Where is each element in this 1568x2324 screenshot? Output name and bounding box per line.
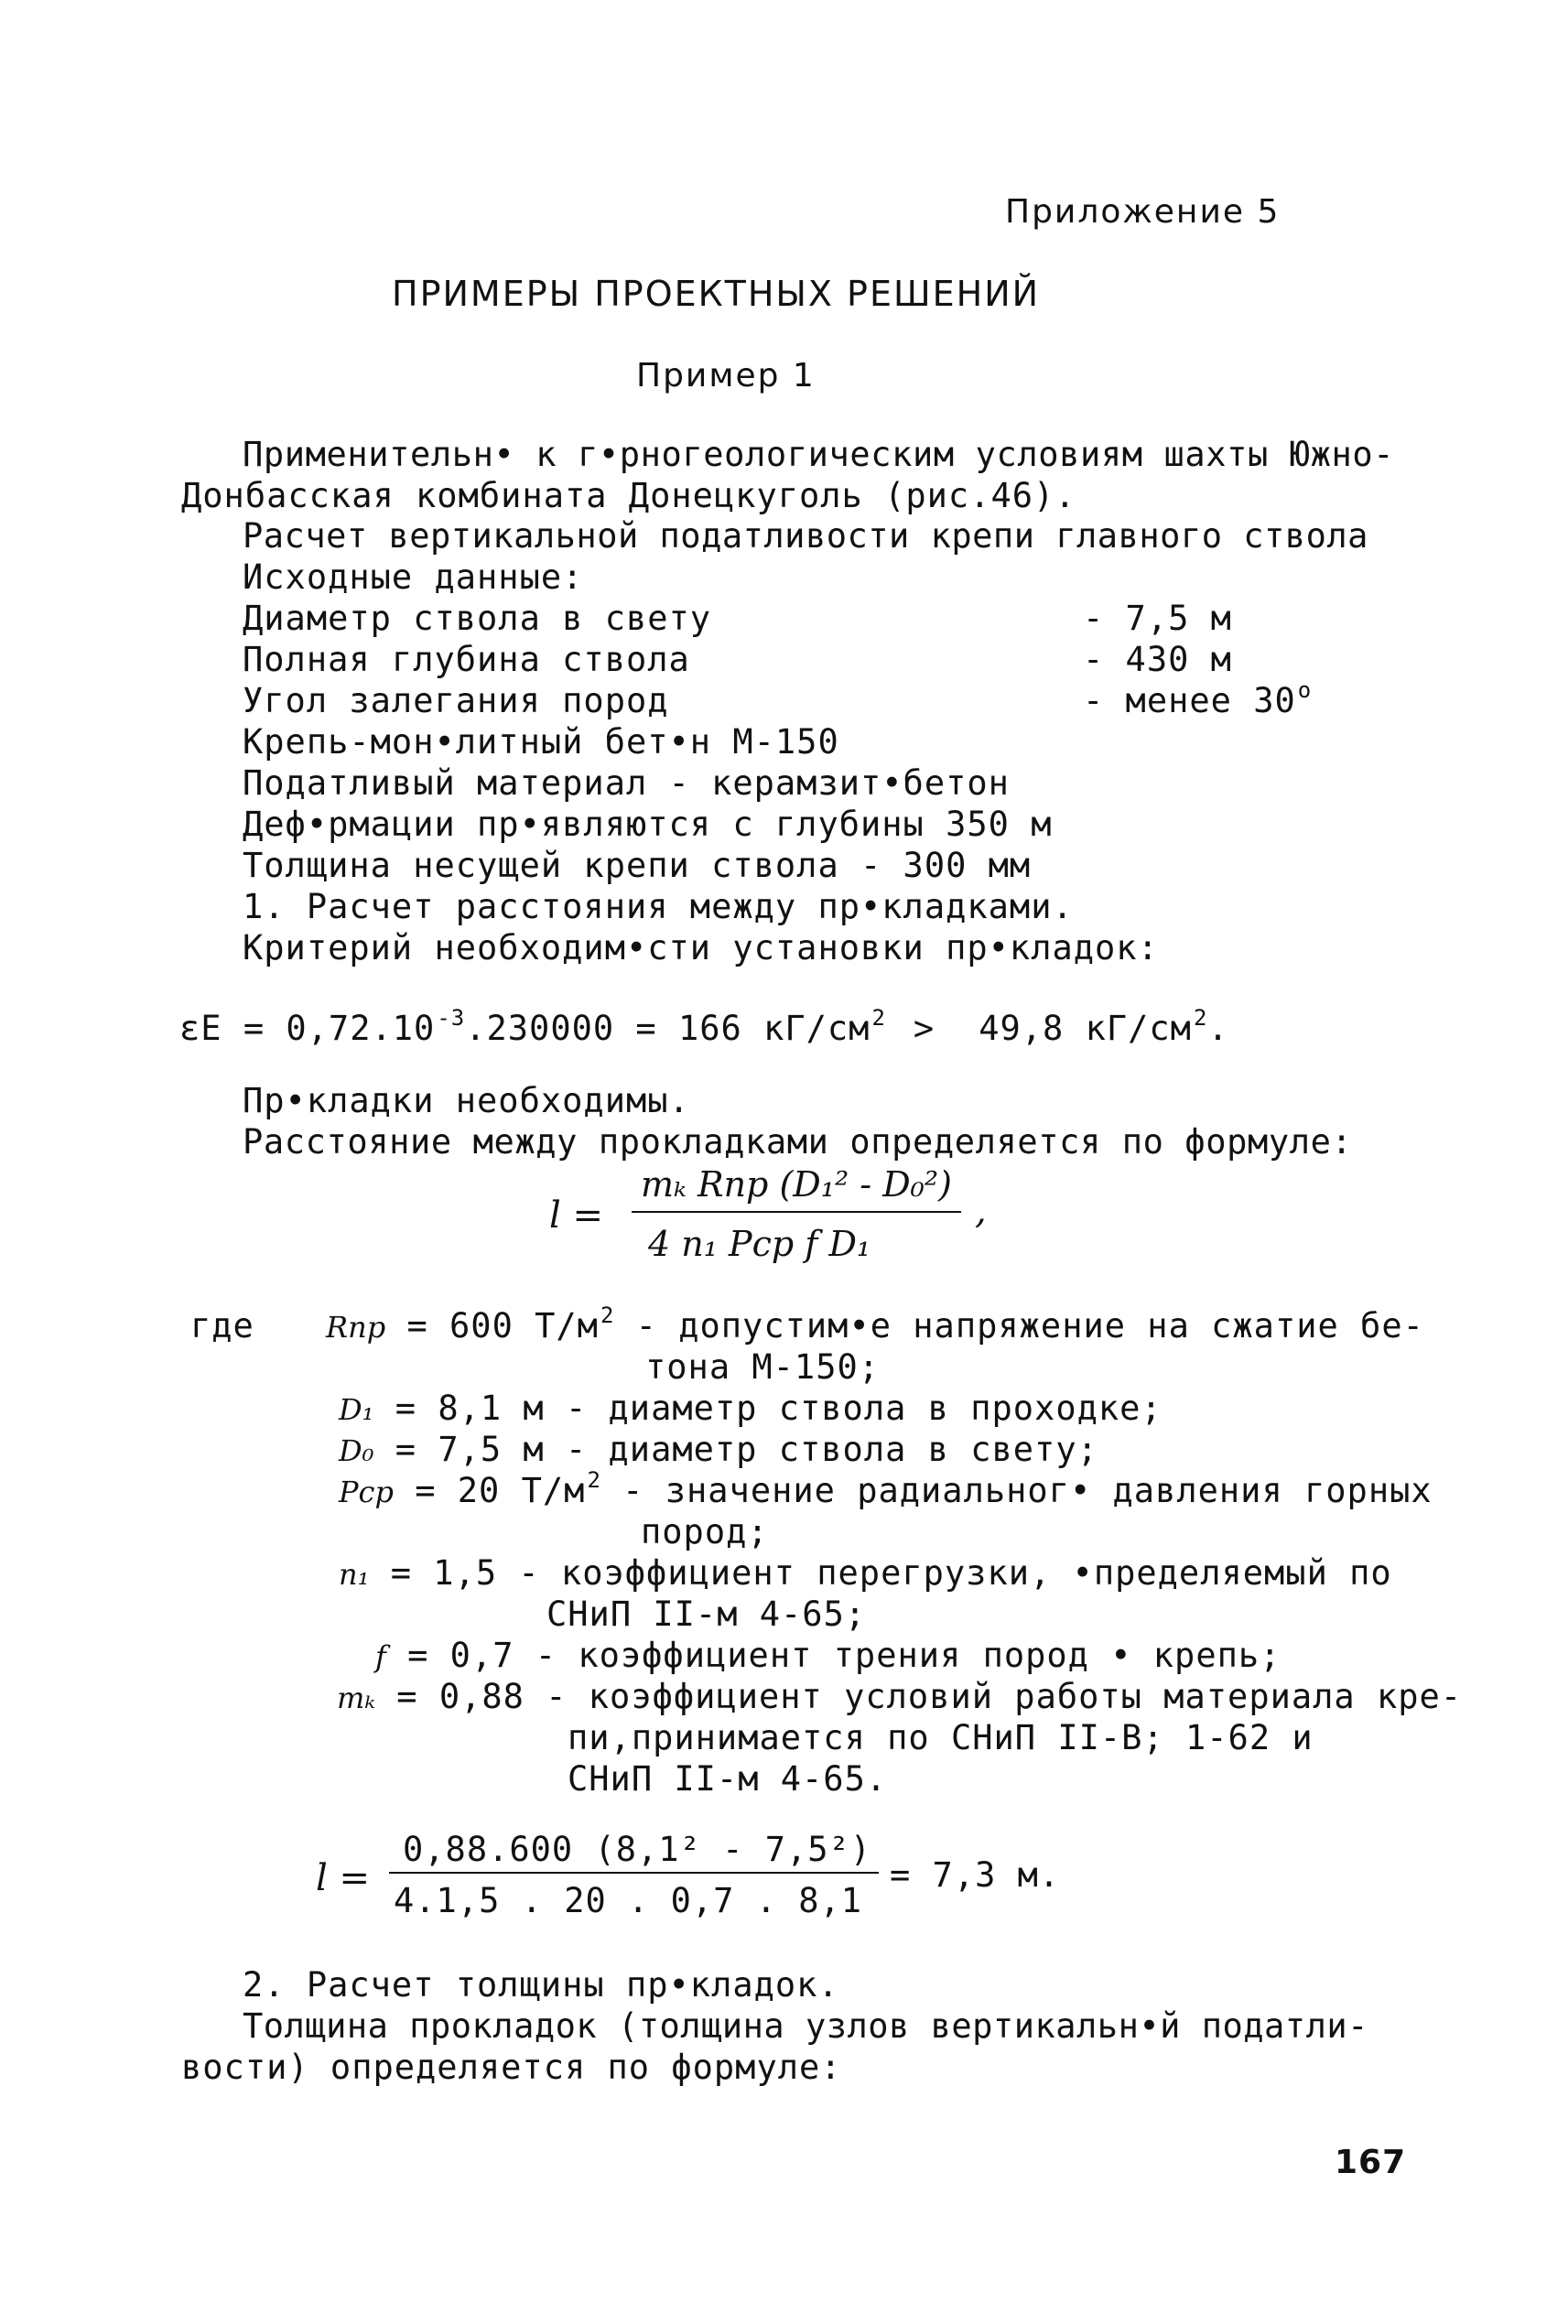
page-number: 167 [1335,2144,1407,2181]
param-value: - 430 м [1083,640,1232,679]
text-line: Толщина прокладок (толщина узлов вертикальн•й податли- [243,2006,1368,2046]
calc-fraction-bar [389,1872,879,1874]
calc-denominator: 4.1,5 . 20 . 0,7 . 8,1 [394,1881,863,1920]
where-item-continuation: пород; [641,1512,769,1551]
param-label: Угол залегания пород [243,681,669,720]
appendix-label: Приложение 5 [1005,193,1281,231]
param-value: - 7,5 м [1083,599,1232,638]
where-item: Rпр = 600 $Т/м^2$ - допустим•е напряжение на сжатие бе- [326,1303,1424,1346]
where-item: mₖ = 0,88 - коэффициент условий работы материала кре- [337,1677,1463,1716]
where-item-continuation: СНиП II-м 4-65. [568,1759,888,1799]
source-data-heading: Исходные данные: [243,557,584,597]
fraction-bar [632,1211,961,1213]
where-label: где [190,1306,254,1346]
calc-lhs: l = [316,1857,371,1899]
formula-numerator: mₖ Rпр (D₁² - D₀²) [641,1164,952,1205]
text-line: Критерий необходим•сти установки пр•кладок: [243,928,1159,967]
param-label: Диаметр ствола в свету [243,599,712,638]
where-item: f = 0,7 - коэффициент трения пород • крепь; [375,1636,1281,1675]
example-label: Пример 1 [636,357,816,395]
text-line: вости) определяется по формуле: [181,2048,842,2087]
where-item-continuation: СНиП II-м 4-65; [546,1594,867,1634]
text-line: Податливый материал - керамзит•бетон [243,763,1010,803]
intro-line-3: Расчет вертикальной податливости крепи главного ствола [243,516,1368,556]
where-item: D₁ = 8,1 м - диаметр ствола в проходке; [339,1389,1162,1428]
formula-comma: , [975,1190,987,1232]
where-item: n₁ = 1,5 - коэффициент перегрузки, •пределяемый по [339,1553,1392,1593]
text-line: Толщина несущей крепи ствола - 300 мм [243,846,1032,885]
criterion-equation: $\varepsilon E = 0,72.10^{-3}.230000 = 166$ $кГ/см^2 > 49,8$ $кГ/см^2$. [179,1005,1229,1048]
where-item-continuation: тона М-150; [645,1347,881,1387]
formula-denominator: 4 n₁ Pср f D₁ [648,1224,871,1264]
param-label: Полная глубина ствола [243,640,690,679]
param-value: - менее $30^о$ [1083,677,1313,720]
text-line: Расстояние между прокладками определяется по формуле: [243,1122,1353,1162]
text-line: Пр•кладки необходимы. [243,1081,690,1120]
step-1-heading: 1. Расчет расстояния между пр•кладками. [243,887,1074,926]
where-item-continuation: пи,принимается по СНиП II-В; 1-62 и [568,1718,1314,1757]
intro-line-1: Применительн• к г•рногеологическим условиям шахты Южно- [243,435,1395,474]
text-line: Деф•рмации пр•являются с глубины 350 м [243,805,1053,844]
page-title: ПРИМЕРЫ ПРОЕКТНЫХ РЕШЕНИЙ [392,274,1041,314]
intro-line-2: Донбасская комбината Донецкуголь (рис.46). [181,476,1076,515]
calc-result: = 7,3 м. [890,1855,1061,1895]
where-item: D₀ = 7,5 м - диаметр ствола в свету; [339,1430,1098,1469]
text-line: Крепь-мон•литный бет•н М-150 [243,722,839,762]
formula-lhs: l = [549,1194,604,1237]
step-2-heading: 2. Расчет толщины пр•кладок. [243,1965,839,2005]
calc-numerator: 0,88.600 (8,1² - 7,5²) [403,1830,872,1869]
where-item: Pср = 20 $Т/м^2$ - значение радиальног• давления горных [339,1467,1433,1510]
